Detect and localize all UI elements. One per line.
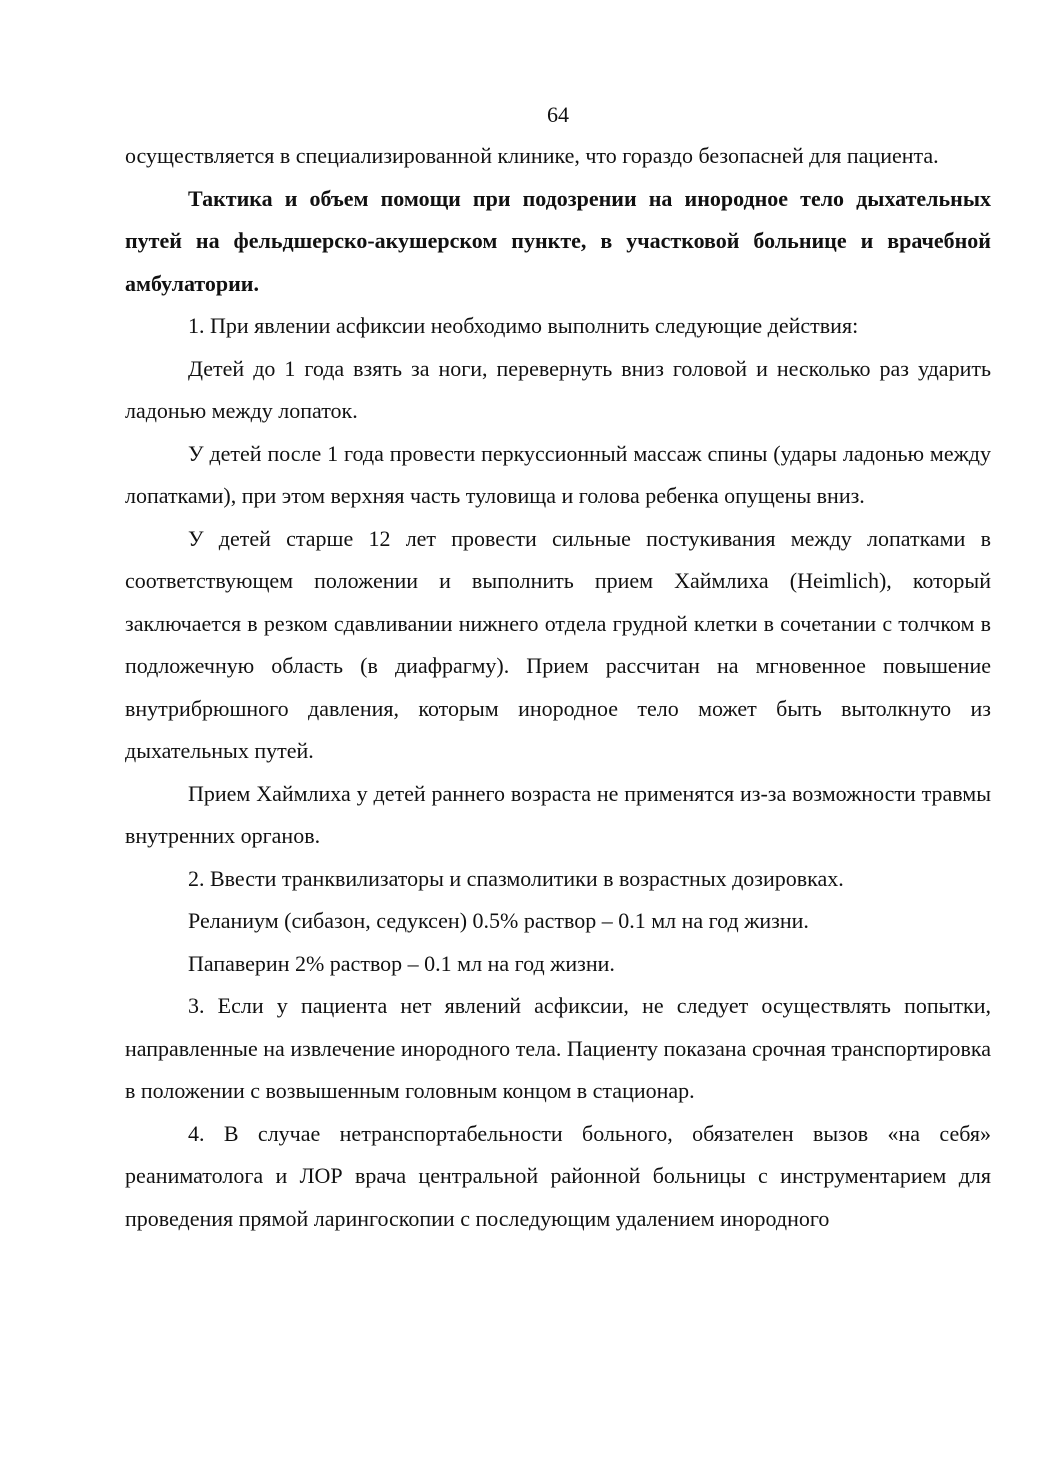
paragraph-step-3: 3. Если у пациента нет явлений асфиксии, не следует осуществлять попытки, направленные на извлечение инородного тела. Пациенту показана срочная транспортировка в положении с возвышенным головным концом в стационар. bbox=[125, 993, 991, 1103]
paragraph-heimlich-warning: Прием Хаймлиха у детей раннего возраста не применятся из-за возможности травмы внутренних органов. bbox=[125, 780, 991, 848]
section-heading: Тактика и объем помощи при подозрении на инородное тело дыхательных путей на фельдшерско-акушерском пункте, в участковой больнице и врачебной амбулатории. bbox=[125, 185, 991, 296]
paragraph-heimlich: У детей старше 12 лет провести сильные постукивания между лопатками в соответствующем положении и выполнить прием Хаймлиха (Heimlich), который заключается в резком сдавливании нижнего отдела грудной клетки в сочетании с толчком в подложечную область (в диафрагму). Прием рассчитан на мгновенное повышение внутрибрюшного давления, которым инородное тело может быть вытолкнуто из дыхательных путей. bbox=[125, 525, 991, 763]
paragraph-step-4: 4. В случае нетранспортабельности больного, обязателен вызов «на себя» реаниматолога и ЛОР врача центральной районной больницы с инструментарием для проведения прямой ларингоскопии с последующим удалением инородного bbox=[125, 1120, 991, 1231]
paragraph-step-1: 1. При явлении асфиксии необходимо выполнить следующие действия: bbox=[188, 313, 859, 338]
paragraph-relanium: Реланиум (сибазон, седуксен) 0.5% раствор – 0.1 мл на год жизни. bbox=[188, 908, 809, 933]
document-body bbox=[125, 135, 991, 1240]
paragraph-papaverine: Папаверин 2% раствор – 0.1 мл на год жизни. bbox=[188, 950, 615, 976]
page-number: 64 bbox=[547, 102, 569, 127]
paragraph-children-over-1: У детей после 1 года провести перкуссионный массаж спины (удары ладонью между лопатками), при этом верхняя часть туловища и голова ребенка опущены вниз. bbox=[125, 440, 991, 508]
paragraph-infants: Детей до 1 года взять за ноги, перевернуть вниз головой и несколько раз ударить ладонью между лопаток. bbox=[125, 355, 991, 423]
paragraph-step-2: 2. Ввести транквилизаторы и спазмолитики в возрастных дозировках. bbox=[188, 865, 844, 891]
paragraph-continuation: осуществляется в специализированной клинике, что гораздо безопасней для пациента. bbox=[125, 143, 939, 168]
